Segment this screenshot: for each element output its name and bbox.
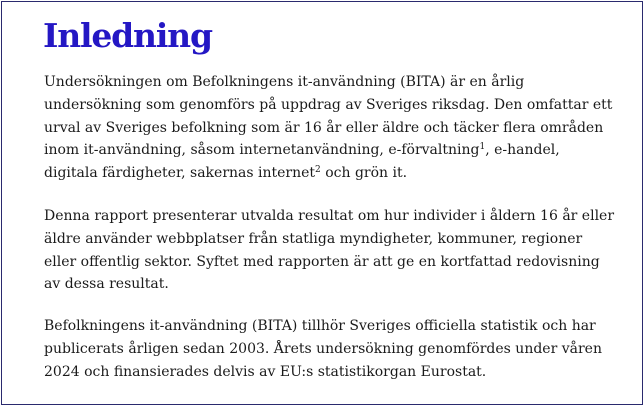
- paragraph-line: äldre använder webbplatser från statliga myndigheter, kommuner, regioner: [44, 230, 583, 247]
- paragraph-purpose: [44, 205, 630, 296]
- paragraph-line: [44, 162, 630, 185]
- document-page: [1, 1, 643, 405]
- paragraph-line: Befolkningens it-användning (BITA) tillhör Sveriges officiella statistik och har: [44, 318, 596, 334]
- text-segment: digitala färdigheter, sakernas internet: [44, 165, 316, 182]
- section-heading: Inledning: [43, 16, 212, 55]
- paragraph-line: Denna rapport presenterar utvalda resultat om hur individer i åldern 16 år eller: [44, 208, 615, 224]
- text-segment: , e-handel,: [485, 142, 560, 159]
- paragraph-line: av dessa resultat.: [44, 276, 169, 293]
- paragraph-line: undersökning som genomförs på uppdrag av Sveriges riksdag. Den omfattar ett: [44, 96, 613, 113]
- paragraph-intro: [44, 71, 630, 185]
- paragraph-line: 2024 och finansierades delvis av EU:s statistikorgan Eurostat.: [44, 363, 487, 380]
- text-segment: och grön it.: [320, 165, 408, 182]
- paragraph-line: Undersökningen om Befolkningens it-användning (BITA) är en årlig: [44, 74, 525, 90]
- paragraph-line: urval av Sveriges befolkning som är 16 år eller äldre och täcker flera områden: [44, 119, 604, 136]
- paragraph-line: publicerats årligen sedan 2003. Årets undersökning genomfördes under våren: [44, 340, 602, 357]
- paragraph-statistics: [44, 315, 630, 383]
- footnote-marker-2[interactable]: 2: [315, 165, 321, 176]
- paragraph-line: [44, 139, 630, 162]
- paragraph-line: eller offentlig sektor. Syftet med rapporten är att ge en kortfattad redovisning: [44, 253, 600, 270]
- text-segment: inom it-användning, såsom internetanvändning, e-förvaltning: [44, 142, 480, 159]
- footnote-marker-1[interactable]: 1: [479, 142, 486, 153]
